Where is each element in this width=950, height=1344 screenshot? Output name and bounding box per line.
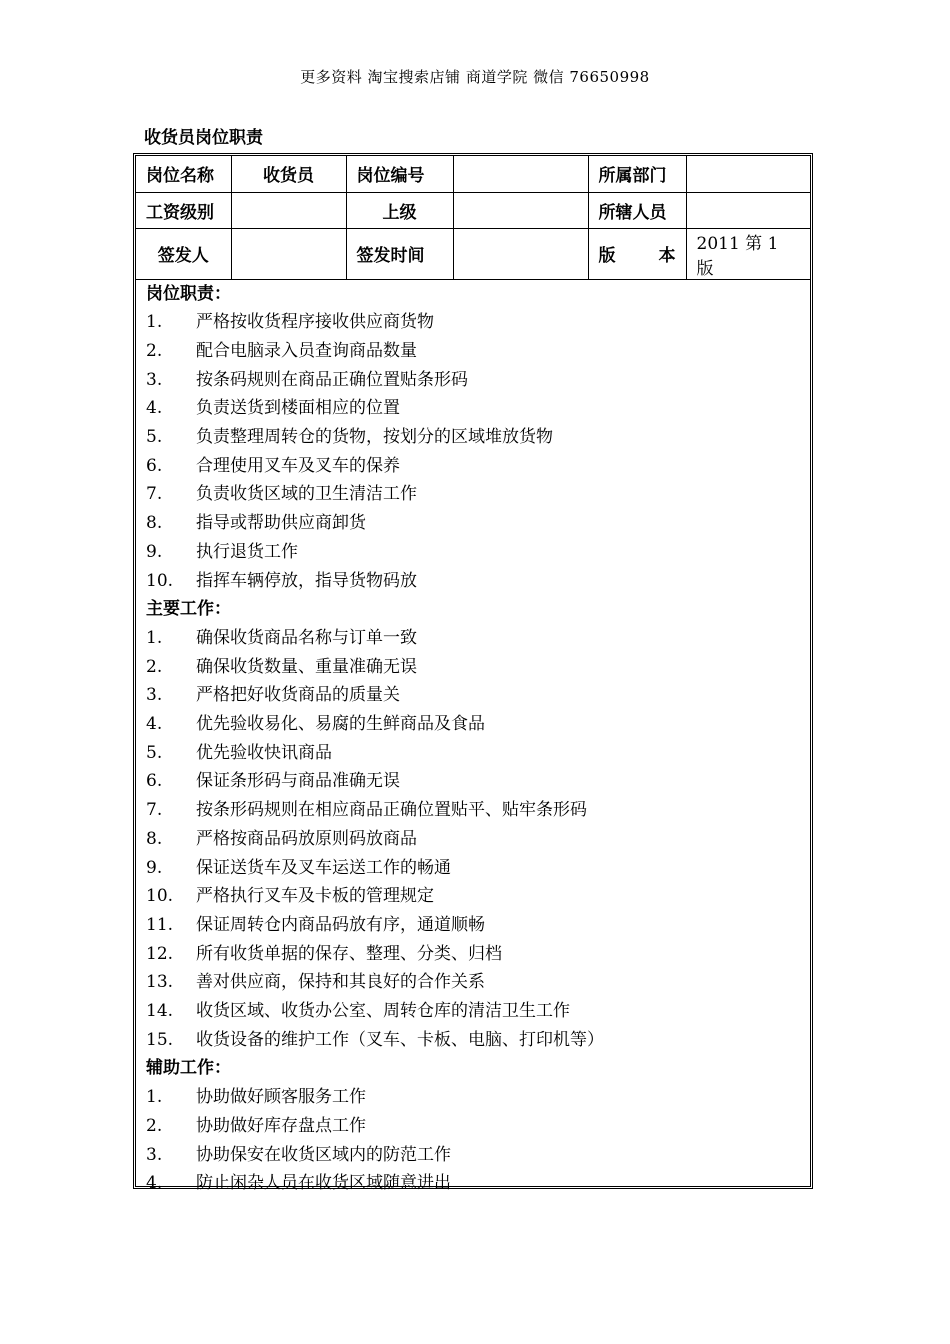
list-item: 7. 负责收货区域的卫生清洁工作: [146, 484, 417, 505]
department-label: 所属部门: [588, 156, 686, 192]
list-item: 2. 协助做好库存盘点工作: [146, 1115, 366, 1136]
section-title-auxiliary-work: 辅助工作：: [146, 1058, 231, 1079]
header-note: 更多资料 淘宝搜索店铺 商道学院 微信 76650998: [300, 68, 650, 86]
list-item: 3. 严格把好收货商品的质量关: [146, 685, 400, 706]
document-title: 收货员岗位职责: [144, 128, 263, 148]
version-label-char-1: 版: [598, 246, 616, 266]
department-value: [686, 156, 810, 192]
list-item: 7. 按条形码规则在相应商品正确位置贴平、贴牢条形码: [146, 800, 587, 821]
list-item: 3. 协助保安在收货区域内的防范工作: [146, 1144, 451, 1165]
duty-content: [136, 280, 810, 1205]
version-value: 2011 第 1 版: [686, 228, 810, 279]
section-title-main-work: 主要工作：: [146, 599, 231, 620]
superior-label: 上级: [346, 192, 453, 228]
issuer-label: 签发人: [136, 228, 231, 279]
list-item: 2. 配合电脑录入员查询商品数量: [146, 340, 417, 361]
list-item: 6. 合理使用叉车及叉车的保养: [146, 455, 400, 476]
issuer-value: [231, 228, 346, 279]
list-item: 5. 负责整理周转仓的货物，按划分的区域堆放货物: [146, 427, 553, 448]
info-row: [136, 228, 810, 279]
list-item: 1. 协助做好顾客服务工作: [146, 1087, 366, 1108]
list-item: 10. 指挥车辆停放，指导货物码放: [146, 570, 417, 591]
list-item: 5. 优先验收快讯商品: [146, 742, 332, 763]
salary-level-value: [231, 192, 346, 228]
salary-level-label: 工资级别: [136, 192, 231, 228]
version-label-char-2: 本: [658, 246, 676, 266]
list-item: 1. 严格按收货程序接收供应商货物: [146, 312, 434, 333]
position-name-value: 收货员: [231, 156, 346, 192]
list-item: 1. 确保收货商品名称与订单一致: [146, 627, 417, 648]
list-item: 10. 严格执行叉车及卡板的管理规定: [146, 886, 434, 907]
subordinates-value: [686, 192, 810, 228]
list-item: 11. 保证周转仓内商品码放有序，通道顺畅: [146, 914, 485, 935]
list-item: 4. 负责送货到楼面相应的位置: [146, 398, 400, 419]
list-item: 6. 保证条形码与商品准确无误: [146, 771, 400, 792]
list-item: 4. 防止闲杂人员在收货区域随意进出: [146, 1173, 451, 1194]
version-label: [588, 228, 686, 279]
position-code-label: 岗位编号: [346, 156, 453, 192]
superior-value: [453, 192, 588, 228]
list-item: 8. 指导或帮助供应商卸货: [146, 513, 366, 534]
list-item: 3. 按条码规则在商品正确位置贴条形码: [146, 369, 468, 390]
duty-form: [133, 153, 813, 1194]
list-item: 13. 善对供应商，保持和其良好的合作关系: [146, 972, 485, 993]
issue-time-value: [453, 228, 588, 279]
list-item: 4. 优先验收易化、易腐的生鲜商品及食品: [146, 714, 485, 735]
info-row: [136, 156, 810, 192]
subordinates-label: 所辖人员: [588, 192, 686, 228]
list-item: 9. 保证送货车及叉车运送工作的畅通: [146, 857, 451, 878]
list-item: 14. 收货区域、收货办公室、周转仓库的清洁卫生工作: [146, 1001, 570, 1022]
list-item: 15. 收货设备的维护工作（叉车、卡板、电脑、打印机等）: [146, 1029, 604, 1050]
section-title-duties: 岗位职责：: [146, 283, 231, 304]
position-code-value: [453, 156, 588, 192]
list-item: 8. 严格按商品码放原则码放商品: [146, 828, 417, 849]
list-item: 9. 执行退货工作: [146, 541, 298, 562]
position-name-label: 岗位名称: [136, 156, 231, 192]
list-item: 12. 所有收货单据的保存、整理、分类、归档: [146, 943, 502, 964]
info-row: [136, 192, 810, 228]
issue-time-label: 签发时间: [346, 228, 453, 279]
list-item: 2. 确保收货数量、重量准确无误: [146, 656, 417, 677]
info-table: [136, 156, 810, 280]
